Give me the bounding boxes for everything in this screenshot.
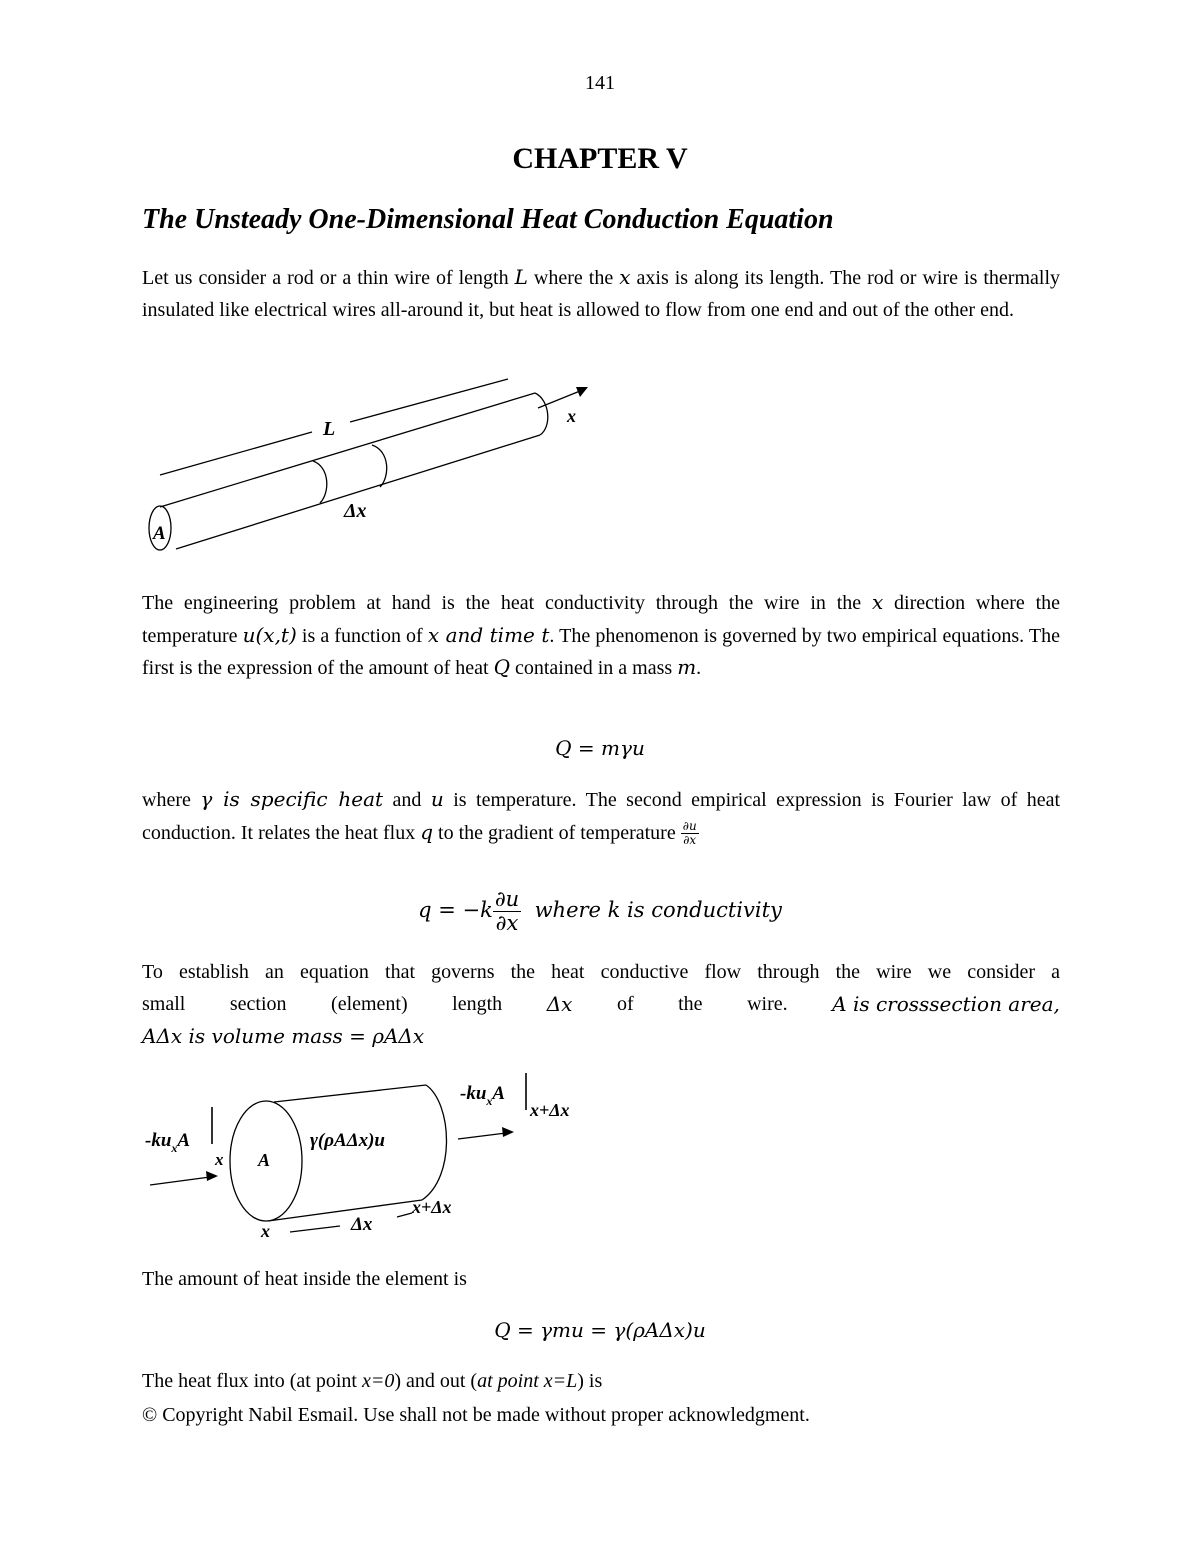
intro-paragraph bbox=[142, 262, 1060, 326]
establish-word-small: small bbox=[142, 993, 186, 1015]
bottom-xdx-label: x+Δx bbox=[412, 1197, 452, 1217]
outflow-area: A bbox=[492, 1083, 506, 1104]
fourier-rhs: where k is conductivity bbox=[534, 898, 782, 923]
problem-text-2: direction where the temperature bbox=[142, 592, 1061, 647]
inflow-label bbox=[145, 1130, 190, 1155]
problem-text-6: . bbox=[696, 657, 702, 679]
where-q: q bbox=[420, 819, 434, 844]
establish-line-1: To establish an equation that governs the heat conductive flow through the wire we consider a bbox=[142, 961, 1060, 983]
establish-line-3: AΔx is volume mass = ρAΔx bbox=[142, 1024, 425, 1048]
establish-word-the: the bbox=[678, 993, 703, 1015]
equation-heat-mass: Q = mγu bbox=[555, 736, 645, 760]
fourier-denominator: ∂x bbox=[495, 911, 519, 936]
outflow-ku: -ku bbox=[460, 1083, 487, 1104]
establish-word-element: (element) bbox=[331, 993, 408, 1015]
section-title: The Unsteady One-Dimensional Heat Conduction Equation bbox=[142, 204, 834, 235]
copyright-notice: © Copyright Nabil Esmail. Use shall not be made without proper acknowledgment. bbox=[142, 1404, 810, 1426]
fourier-numerator: ∂u bbox=[494, 887, 520, 911]
problem-text-1: The engineering problem at hand is the heat conductivity through the wire in the bbox=[142, 592, 872, 614]
equation-fourier bbox=[0, 888, 1200, 935]
problem-u: u(x,t) bbox=[242, 622, 297, 647]
fourier-lhs: q = −k bbox=[418, 898, 493, 923]
where-u: u bbox=[430, 787, 444, 811]
establish-word-length: length bbox=[452, 993, 503, 1015]
rod-area-label: A bbox=[153, 523, 166, 544]
outflow-arrowhead bbox=[502, 1127, 514, 1137]
equation-element-heat: Q = γmu = γ(ρAΔx)u bbox=[494, 1318, 706, 1342]
intro-text-1: Let us consider a rod or a thin wire of length bbox=[142, 267, 515, 289]
bottom-dx-label: Δx bbox=[351, 1214, 373, 1235]
bottom-x-label: x bbox=[261, 1221, 270, 1241]
where-text-4: to the gradient of temperature bbox=[433, 821, 681, 844]
rod-length-label: L bbox=[323, 418, 336, 440]
intro-text-3: axis is along its length. The rod or wire is thermally insulated like electrical wires all-around it, but heat is allowed to flow from one end and out of the other end. bbox=[142, 267, 1061, 321]
establish-line-2 bbox=[142, 989, 1060, 1021]
flux-text bbox=[142, 1366, 1060, 1398]
element-figure bbox=[140, 1065, 610, 1245]
chapter-heading: CHAPTER V bbox=[512, 142, 688, 175]
problem-text-5: contained in a mass bbox=[510, 657, 678, 679]
establish-word-section: section bbox=[229, 993, 287, 1015]
outflow-subscript: x bbox=[486, 1094, 493, 1108]
rod-figure bbox=[140, 375, 610, 560]
problem-Q: Q bbox=[493, 655, 510, 679]
establish-word-of: of bbox=[616, 993, 634, 1015]
amount-text: The amount of heat inside the element is bbox=[142, 1268, 467, 1290]
flux-text-2: ) and out ( bbox=[394, 1370, 478, 1392]
inflow-subscript: x bbox=[171, 1141, 178, 1155]
element-area-label: A bbox=[258, 1150, 271, 1170]
intro-length-symbol: L bbox=[514, 265, 528, 289]
establish-dx: Δx bbox=[546, 992, 573, 1016]
fourier-fraction bbox=[493, 888, 521, 935]
problem-text-3: is a function of bbox=[296, 624, 428, 647]
flux-point-L: at point x=L bbox=[477, 1370, 578, 1392]
outflow-eval-point: x+Δx bbox=[530, 1100, 570, 1120]
problem-text-4: . The phenomenon is governed by two empirical equations. The first is the expression of the amount of heat bbox=[142, 624, 1061, 679]
problem-xt: x and time t bbox=[427, 622, 550, 647]
rod-dx-label: Δx bbox=[344, 500, 367, 522]
where-text-3: is temperature. The second empirical expression is Fourier law of heat conduction. It relates the heat flux bbox=[142, 789, 1061, 844]
inflow-area: A bbox=[177, 1130, 191, 1151]
gradient-denominator: ∂x bbox=[683, 833, 697, 848]
problem-m: m bbox=[677, 655, 697, 679]
page-number: 141 bbox=[585, 72, 615, 94]
problem-x: x bbox=[871, 590, 884, 614]
intro-axis-symbol: x bbox=[619, 265, 631, 289]
outflow-label bbox=[460, 1083, 505, 1108]
establish-word-wire: wire. bbox=[747, 993, 788, 1015]
where-gamma: γ is specific heat bbox=[200, 787, 384, 811]
gradient-numerator: ∂u bbox=[682, 819, 697, 834]
where-text-1: where bbox=[142, 789, 201, 811]
establish-area-math: A is crosssection area, bbox=[832, 992, 1060, 1016]
problem-paragraph bbox=[142, 587, 1060, 685]
where-paragraph bbox=[142, 784, 1060, 849]
flux-text-3: ) is bbox=[577, 1370, 603, 1392]
rod-x-label: x bbox=[567, 406, 576, 426]
flux-point-0: x=0 bbox=[361, 1370, 395, 1392]
gradient-fraction bbox=[681, 820, 699, 847]
inflow-arrowhead bbox=[206, 1171, 218, 1181]
inflow-ku: -ku bbox=[145, 1130, 172, 1151]
flux-text-1: The heat flux into (at point bbox=[142, 1370, 362, 1392]
where-text-2: and bbox=[383, 789, 431, 811]
inflow-eval-point: x bbox=[215, 1150, 224, 1169]
intro-text-2: where the bbox=[527, 267, 620, 289]
element-heat-label: γ(ρAΔx)u bbox=[310, 1130, 385, 1151]
